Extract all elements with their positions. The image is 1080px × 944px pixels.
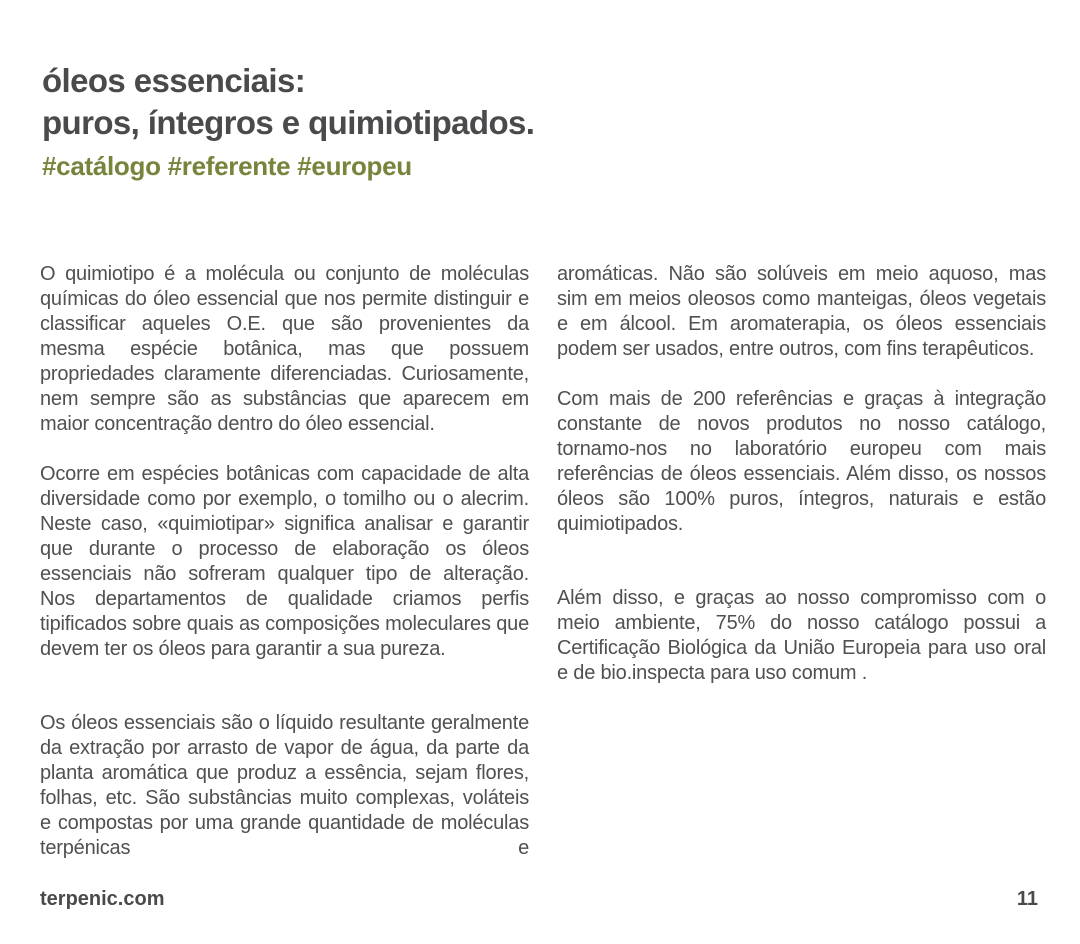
page-footer: [40, 886, 1038, 912]
page-number: 11: [1016, 888, 1038, 910]
paragraph-right-1: aromáticas. Não são solúveis em meio aquoso, mas sim em meios oleosos como manteigas, óleos vegetais e em álcool. Em aromaterapia, os óleos essenciais podem ser usados, entre outros, com fins terapêuticos.: [557, 263, 1046, 360]
column-left: [40, 262, 529, 861]
paragraph-left-2: Ocorre em espécies botânicas com capacidade de alta diversidade como por exemplo, o tomilho ou o alecrim. Neste caso, «quimiotipar» significa analisar e garantir que durante o processo de elaboração os óleos essenciais não sofreram qualquer tipo de alteração. Nos departamentos de qualidade criamos perfis tipificados sobre quais as composições moleculares que devem ter os óleos para garantir a sua pureza.: [40, 463, 529, 660]
hashtag-line: #catálogo #referente #europeu: [42, 151, 412, 181]
column-right: [557, 262, 1046, 861]
website-link[interactable]: terpenic.com: [40, 888, 165, 910]
paragraph-right-2: Com mais de 200 referências e graças à integração constante de novos produtos no nosso catálogo, tornamo-nos no laboratório europeu com mais referências de óleos essenciais. Além disso, os nossos óleos são 100% puros, íntegros, naturais e estão quimiotipados.: [557, 388, 1046, 535]
page-title-line-1: óleos essenciais:: [42, 62, 306, 99]
page-title: [42, 60, 1046, 144]
body-columns: [40, 262, 1046, 861]
paragraph-left-1: O quimiotipo é a molécula ou conjunto de moléculas químicas do óleo essencial que nos permite distinguir e classificar aqueles O.E. que são provenientes da mesma espécie botânica, mas que possuem propriedades claramente diferenciadas. Curiosamente, nem sempre são as substâncias que aparecem em maior concentração dentro do óleo essencial.: [40, 263, 529, 435]
page-header: [42, 60, 1046, 181]
paragraph-right-3: Além disso, e graças ao nosso compromisso com o meio ambiente, 75% do nosso catálogo possui a Certificação Biológica da União Europeia para uso oral e de bio.inspecta para uso comum .: [557, 587, 1046, 684]
page-title-line-2: puros, íntegros e quimiotipados.: [42, 104, 535, 141]
paragraph-left-3: Os óleos essenciais são o líquido resultante geralmente da extração por arrasto de vapor de água, da parte da planta aromática que produz a essência, sejam flores, folhas, etc. São substâncias muito complexas, voláteis e compostas por uma grande quantidade de moléculas terpénicas e: [40, 712, 529, 859]
